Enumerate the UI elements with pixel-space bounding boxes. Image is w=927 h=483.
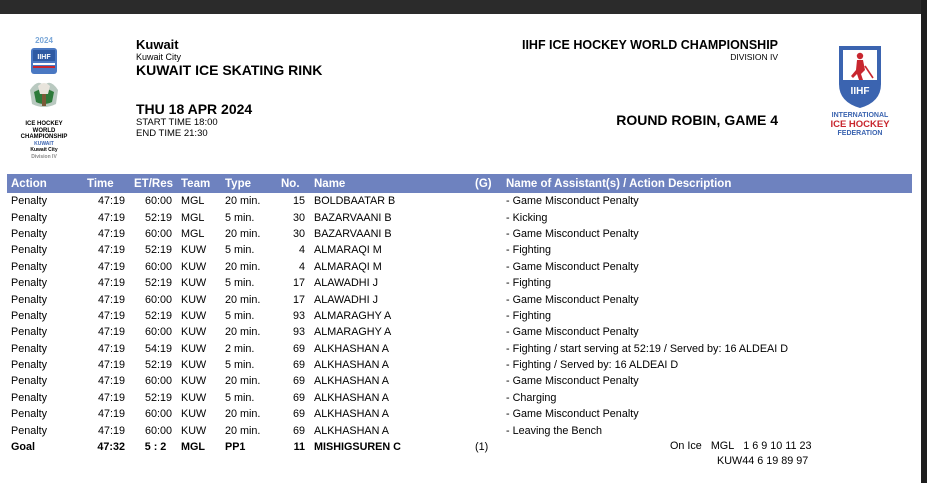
window-top-bar [0, 0, 927, 14]
logo-caption: ICE HOCKEY WORLD CHAMPIONSHIP KUWAIT Kuwait City Division IV [20, 121, 68, 160]
col-team: Team [177, 174, 221, 193]
col-time: Time [83, 174, 130, 193]
col-name: Name [310, 174, 471, 193]
division: DIVISION IV [730, 52, 778, 62]
on-ice-cell [502, 439, 912, 467]
venue: KUWAIT ICE SKATING RINK [136, 62, 323, 78]
championship-title: IIHF ICE HOCKEY WORLD CHAMPIONSHIP [521, 38, 778, 52]
game-label: ROUND ROBIN, GAME 4 [616, 112, 778, 128]
col-type: Type [221, 174, 277, 193]
game-events-table [7, 174, 912, 467]
championship-emblem-icon [24, 46, 64, 120]
col-etres: ET/Res [130, 174, 177, 193]
table-row: Penalty 47:19 52:19 MGL 5 min. 30 BAZARVAANI B - Kicking [11, 211, 548, 224]
table-row: Penalty 47:19 60:00 KUW 20 min. 93 ALMARAGHY A - Game Misconduct Penalty [11, 326, 639, 339]
game-date: THU 18 APR 2024 [136, 101, 253, 117]
goal-row: Goal 47:32 5 : 2 MGL PP1 11 MISHIGSUREN C (1) On Ice MGL 1 6 9 10 11 23 KUW44 6 19 89 97 [7, 439, 912, 455]
table-row: Penalty 47:19 60:00 KUW 20 min. 69 ALKHASHAN A - Leaving the Bench [11, 424, 603, 437]
col-desc: Name of Assistant(s) / Action Description [502, 174, 912, 193]
iihf-brand: IIHF [850, 86, 870, 97]
city: Kuwait City [136, 52, 182, 62]
table-row: Penalty 47:19 52:19 KUW 5 min. 69 ALKHASHAN A - Charging [11, 391, 557, 404]
table-row: Penalty 47:19 54:19 KUW 2 min. 69 ALKHASHAN A - Fighting / start serving at 52:19 / Served by: 16 ALDEAI D [11, 342, 789, 355]
iihf-shield-icon [835, 44, 885, 110]
on-ice-players: On Ice MGL 1 6 9 10 11 23 KUW44 6 19 89 97 [670, 439, 812, 467]
table-row: Penalty 47:19 60:00 KUW 20 min. 69 ALKHASHAN A - Game Misconduct Penalty [11, 375, 639, 388]
end-time: END TIME 21:30 [136, 128, 208, 139]
country: Kuwait [136, 37, 179, 52]
championship-logo [12, 36, 76, 160]
table-row: Penalty 47:19 52:19 KUW 5 min. 93 ALMARAGHY A - Fighting [11, 309, 552, 322]
col-no: No. [277, 174, 310, 193]
table-row: Penalty 47:19 60:00 KUW 20 min. 4 ALMARAQI M - Game Misconduct Penalty [11, 260, 639, 273]
venue-block [136, 38, 322, 139]
logo-brand: IIHF [37, 54, 51, 61]
table-row: Penalty 47:19 60:00 KUW 20 min. 17 ALAWADHI J - Game Misconduct Penalty [11, 293, 639, 306]
table-row: Penalty 47:19 60:00 MGL 20 min. 30 BAZARVAANI B - Game Misconduct Penalty [11, 227, 639, 240]
championship-title-block [444, 38, 778, 62]
table-header-row [7, 174, 912, 193]
col-action: Action [7, 174, 83, 193]
scrollbar[interactable] [921, 0, 927, 483]
iihf-logo [817, 44, 903, 138]
table-row: Penalty 47:19 60:00 MGL 20 min. 15 BOLDBAATAR B - Game Misconduct Penalty [11, 195, 639, 208]
document-page [0, 14, 921, 483]
table-row: Penalty 47:19 60:00 KUW 20 min. 69 ALKHASHAN A - Game Misconduct Penalty [11, 408, 639, 421]
col-g: (G) [471, 174, 502, 193]
logo-year: 2024 [35, 36, 53, 45]
table-row: Penalty 47:19 52:19 KUW 5 min. 69 ALKHASHAN A - Fighting / Served by: 16 ALDEAI D [11, 359, 679, 372]
table-row: Penalty 47:19 52:19 KUW 5 min. 4 ALMARAQI M - Fighting [11, 244, 552, 257]
table-row: Penalty 47:19 52:19 KUW 5 min. 17 ALAWADHI J - Fighting [11, 277, 552, 290]
iihf-caption: INTERNATIONAL ICE HOCKEY FEDERATION [830, 112, 890, 137]
start-time: START TIME 18:00 [136, 117, 218, 128]
